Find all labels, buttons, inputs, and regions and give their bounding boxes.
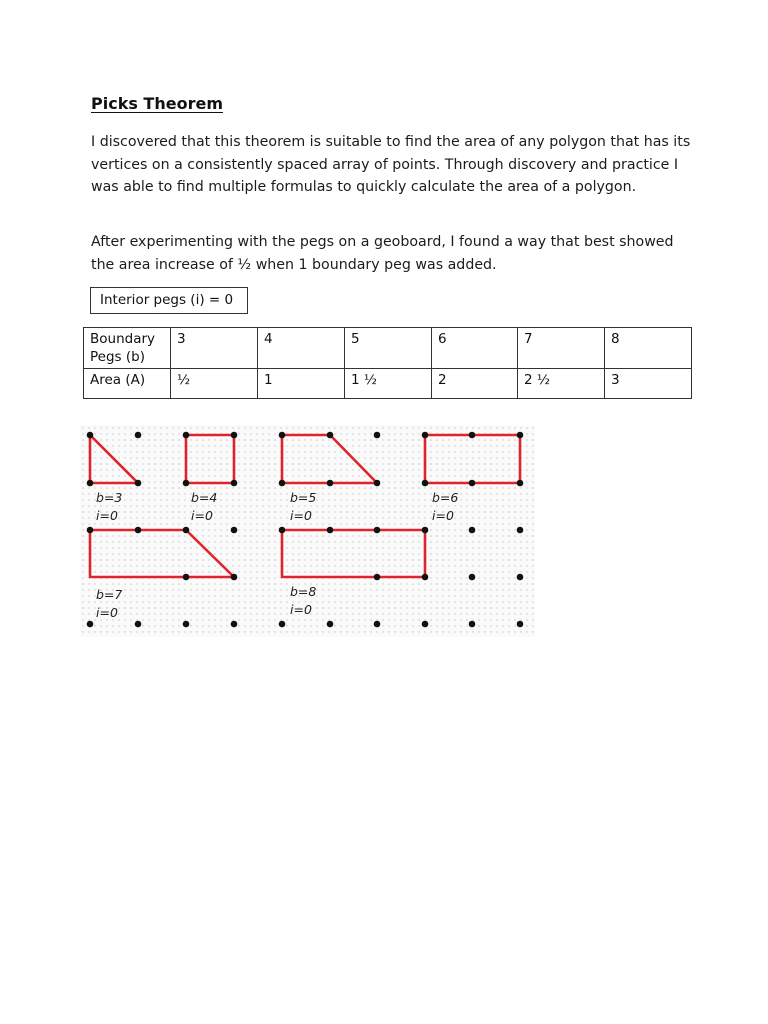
peg-dot <box>374 621 381 628</box>
peg-dot <box>279 432 286 439</box>
peg-dot <box>183 574 190 581</box>
peg-dot <box>422 432 429 439</box>
peg-dot <box>374 574 381 581</box>
table-row <box>84 369 692 399</box>
polygon-b6 <box>425 435 520 483</box>
table-cell: 3 <box>605 369 692 399</box>
peg-dot <box>517 527 524 534</box>
peg-dot <box>87 432 94 439</box>
peg-dot <box>469 527 476 534</box>
peg-dot <box>183 480 190 487</box>
peg-dot <box>279 527 286 534</box>
interior-pegs-box: Interior pegs (i) = 0 <box>90 287 248 314</box>
polygon-b7 <box>90 530 234 577</box>
peg-dot <box>517 621 524 628</box>
shape-label-b3: b=3 i=0 <box>96 490 123 523</box>
shape-label-b6: b=6 i=0 <box>432 490 459 523</box>
peg-dot <box>279 480 286 487</box>
peg-dot <box>183 527 190 534</box>
peg-dot <box>183 432 190 439</box>
table-cell: 7 <box>518 328 605 369</box>
table-cell: 4 <box>258 328 345 369</box>
table-cell: 1 <box>258 369 345 399</box>
peg-dot <box>469 432 476 439</box>
peg-dot <box>327 432 334 439</box>
table-cell: 1 ½ <box>345 369 432 399</box>
table-cell: 8 <box>605 328 692 369</box>
table-row <box>84 328 692 369</box>
table-cell: 5 <box>345 328 432 369</box>
boundary-area-table <box>83 327 692 399</box>
peg-dot <box>374 527 381 534</box>
polygon-b4 <box>186 435 234 483</box>
peg-dot <box>374 432 381 439</box>
peg-dot <box>135 621 142 628</box>
polygon-b3 <box>90 435 138 483</box>
peg-dot <box>422 480 429 487</box>
peg-dot <box>422 621 429 628</box>
peg-dot <box>469 480 476 487</box>
table-cell: 2 <box>432 369 518 399</box>
peg-dot <box>231 574 238 581</box>
shape-label-b4: b=4 i=0 <box>191 490 218 523</box>
peg-dot <box>231 527 238 534</box>
peg-dot <box>135 527 142 534</box>
table-cell: 3 <box>171 328 258 369</box>
peg-dot <box>231 432 238 439</box>
table-cell: 2 ½ <box>518 369 605 399</box>
shape-label-b7: b=7 i=0 <box>96 587 123 620</box>
peg-dot <box>327 480 334 487</box>
peg-dot <box>469 621 476 628</box>
table-cell: 6 <box>432 328 518 369</box>
peg-dot <box>87 621 94 628</box>
peg-dot <box>517 432 524 439</box>
peg-dot <box>422 527 429 534</box>
polygon-b5 <box>282 435 377 483</box>
area-header-cell: Area (A) <box>84 369 171 399</box>
peg-dot <box>279 621 286 628</box>
boundary-header-cell: Boundary Pegs (b) <box>84 328 171 369</box>
peg-dot <box>87 480 94 487</box>
table-cell: ½ <box>171 369 258 399</box>
peg-dot <box>231 621 238 628</box>
peg-dot <box>517 480 524 487</box>
intro-paragraph: I discovered that this theorem is suitable to find the area of any polygon that has its vertices on a consistently spaced array of points. Through discovery and practice I was able to find multiple formulas to quickly calculate the area of a polygon. <box>91 134 691 195</box>
peg-dot <box>327 527 334 534</box>
geoboard-figure <box>80 425 535 637</box>
peg-dot <box>517 574 524 581</box>
peg-dot <box>87 527 94 534</box>
polygon-b8 <box>282 530 425 577</box>
peg-dot <box>422 574 429 581</box>
page-title: Picks Theorem <box>91 94 223 113</box>
shape-label-b8: b=8 i=0 <box>290 584 317 617</box>
peg-dot <box>231 480 238 487</box>
peg-dot <box>374 480 381 487</box>
peg-dot <box>327 621 334 628</box>
peg-dot <box>183 621 190 628</box>
shape-label-b5: b=5 i=0 <box>290 490 317 523</box>
peg-dot <box>469 574 476 581</box>
peg-dot <box>135 480 142 487</box>
peg-dot <box>135 432 142 439</box>
experiment-paragraph: After experimenting with the pegs on a geoboard, I found a way that best showed the area increase of ½ when 1 boundary peg was added. <box>91 234 674 273</box>
